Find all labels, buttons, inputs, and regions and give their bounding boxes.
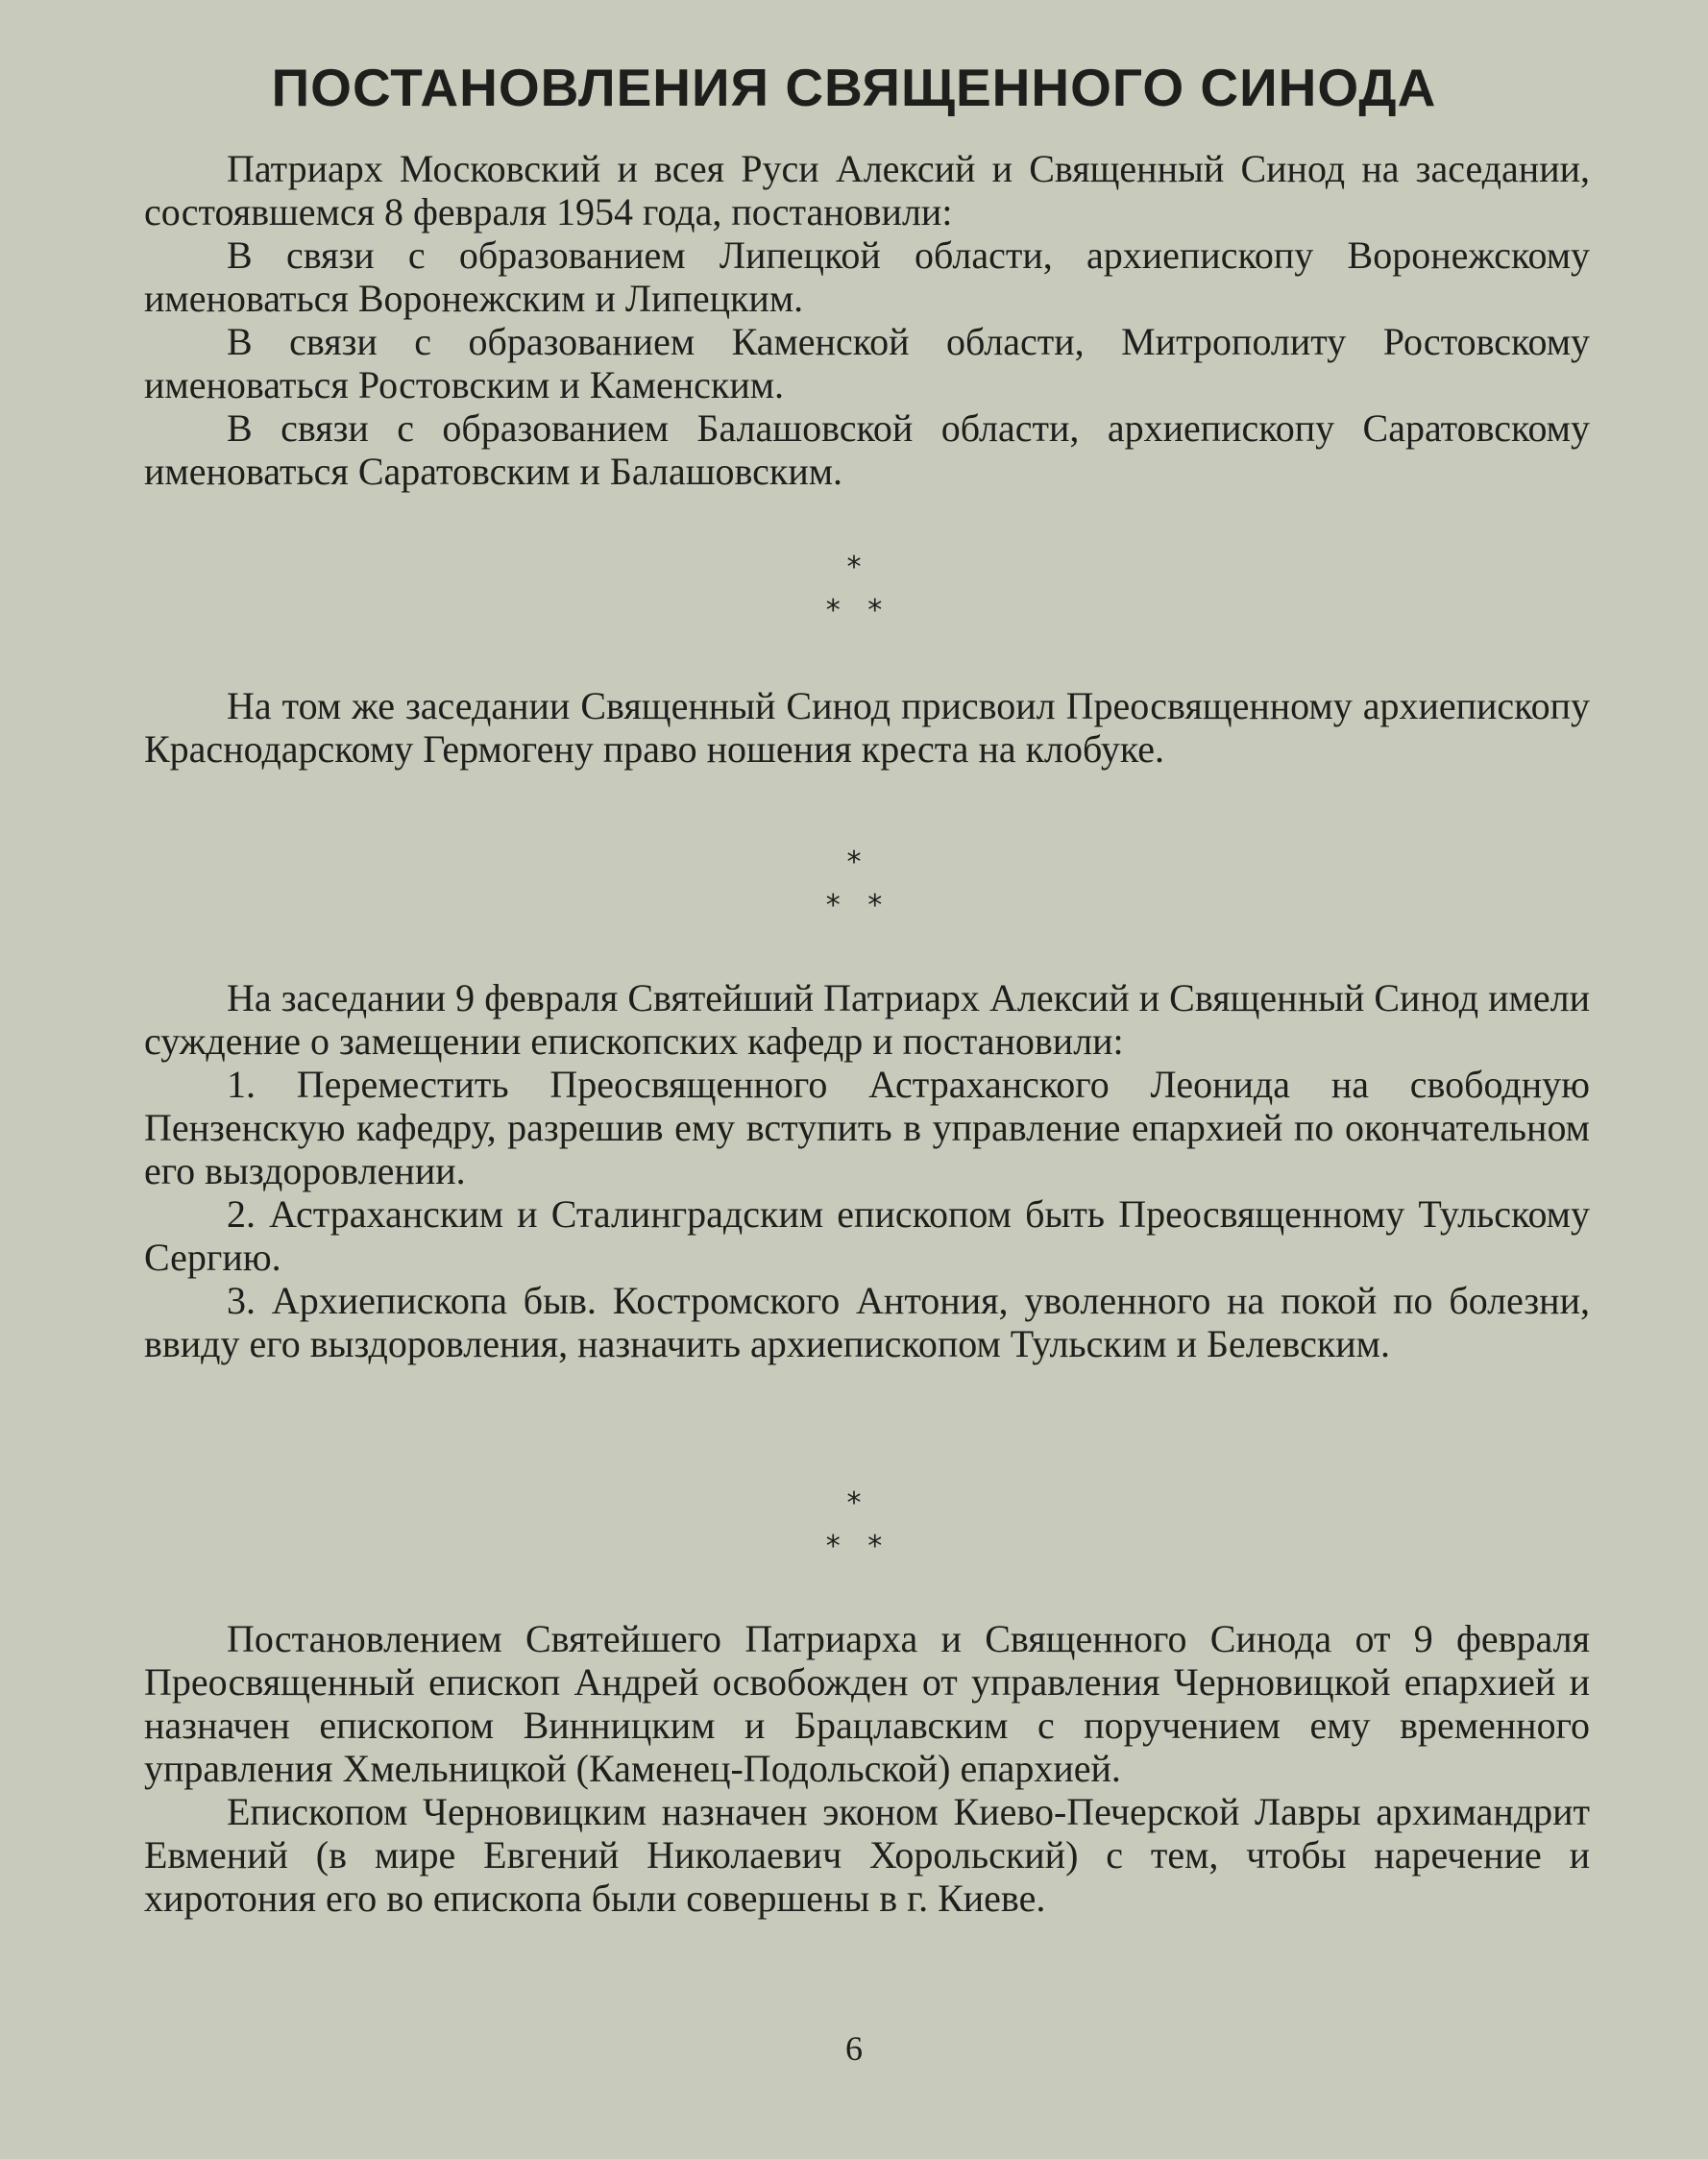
asterism-separator: [0, 546, 1708, 632]
paragraph: Постановлением Святейшего Патриарха и Священного Синода от 9 февраля Преосвященный епископ Андрей освобожден от управления Черновицкой епархией и назначен епископом Винницким и Брацлавским с поручением ему временного управления Хмельницкой (Каменец-Подольской) епархией.: [144, 1617, 1590, 1790]
asterism-bottom: * *: [825, 594, 883, 627]
asterism-separator: [0, 841, 1708, 927]
paragraph: В связи с образованием Каменской области, Митрополиту Ростовскому именоваться Ростовским и Каменским.: [144, 320, 1590, 406]
asterism-separator: [0, 1482, 1708, 1568]
asterism-top: *: [846, 1486, 862, 1520]
page-title: ПОСТАНОВЛЕНИЯ СВЯЩЕННОГО СИНОДА: [271, 58, 1437, 117]
paragraph: На заседании 9 февраля Святейший Патриарх Алексий и Священный Синод имели суждение о замещении епископских кафедр и постановили:: [144, 976, 1590, 1063]
section-1: [144, 147, 1590, 493]
asterism-bottom: * *: [825, 889, 883, 922]
page-number: 6: [845, 2029, 863, 2068]
paragraph: В связи с образованием Липецкой области, архиепископу Воронежскому именоваться Воронежским и Липецким.: [144, 233, 1590, 320]
paragraph: 3. Архиепископа быв. Костромского Антония, уволенного на покой по болезни, ввиду его выздоровления, назначить архиепископом Тульским и Белевским.: [144, 1279, 1590, 1365]
paragraph: Патриарх Московский и всея Руси Алексий и Священный Синод на заседании, состоявшемся 8 февраля 1954 года, постановили:: [144, 147, 1590, 233]
section-3: [144, 976, 1590, 1365]
asterism-bottom: * *: [825, 1530, 883, 1563]
paragraph: В связи с образованием Балашовской области, архиепископу Саратовскому именоваться Саратовским и Балашовским.: [144, 406, 1590, 493]
asterism-top: *: [846, 551, 862, 584]
paragraph: На том же заседании Священный Синод присвоил Преосвященному архиепископу Краснодарскому Гермогену право ношения креста на клобуке.: [144, 684, 1590, 771]
paragraph: 2. Астраханским и Сталинградским епископом быть Преосвященному Тульскому Сергию.: [144, 1192, 1590, 1279]
asterism-top: *: [846, 846, 862, 879]
section-4: [144, 1617, 1590, 1920]
section-2: [144, 684, 1590, 771]
paragraph: Епископом Черновицким назначен эконом Киево-Печерской Лавры архимандрит Евмений (в мире Евгений Николаевич Хорольский) с тем, чтобы наречение и хиротония его во епископа были совершены в г. Киеве.: [144, 1790, 1590, 1920]
paragraph: 1. Переместить Преосвященного Астраханского Леонида на свободную Пензенскую кафедру, разрешив ему вступить в управление епархией по окончательном его выздоровлении.: [144, 1063, 1590, 1192]
